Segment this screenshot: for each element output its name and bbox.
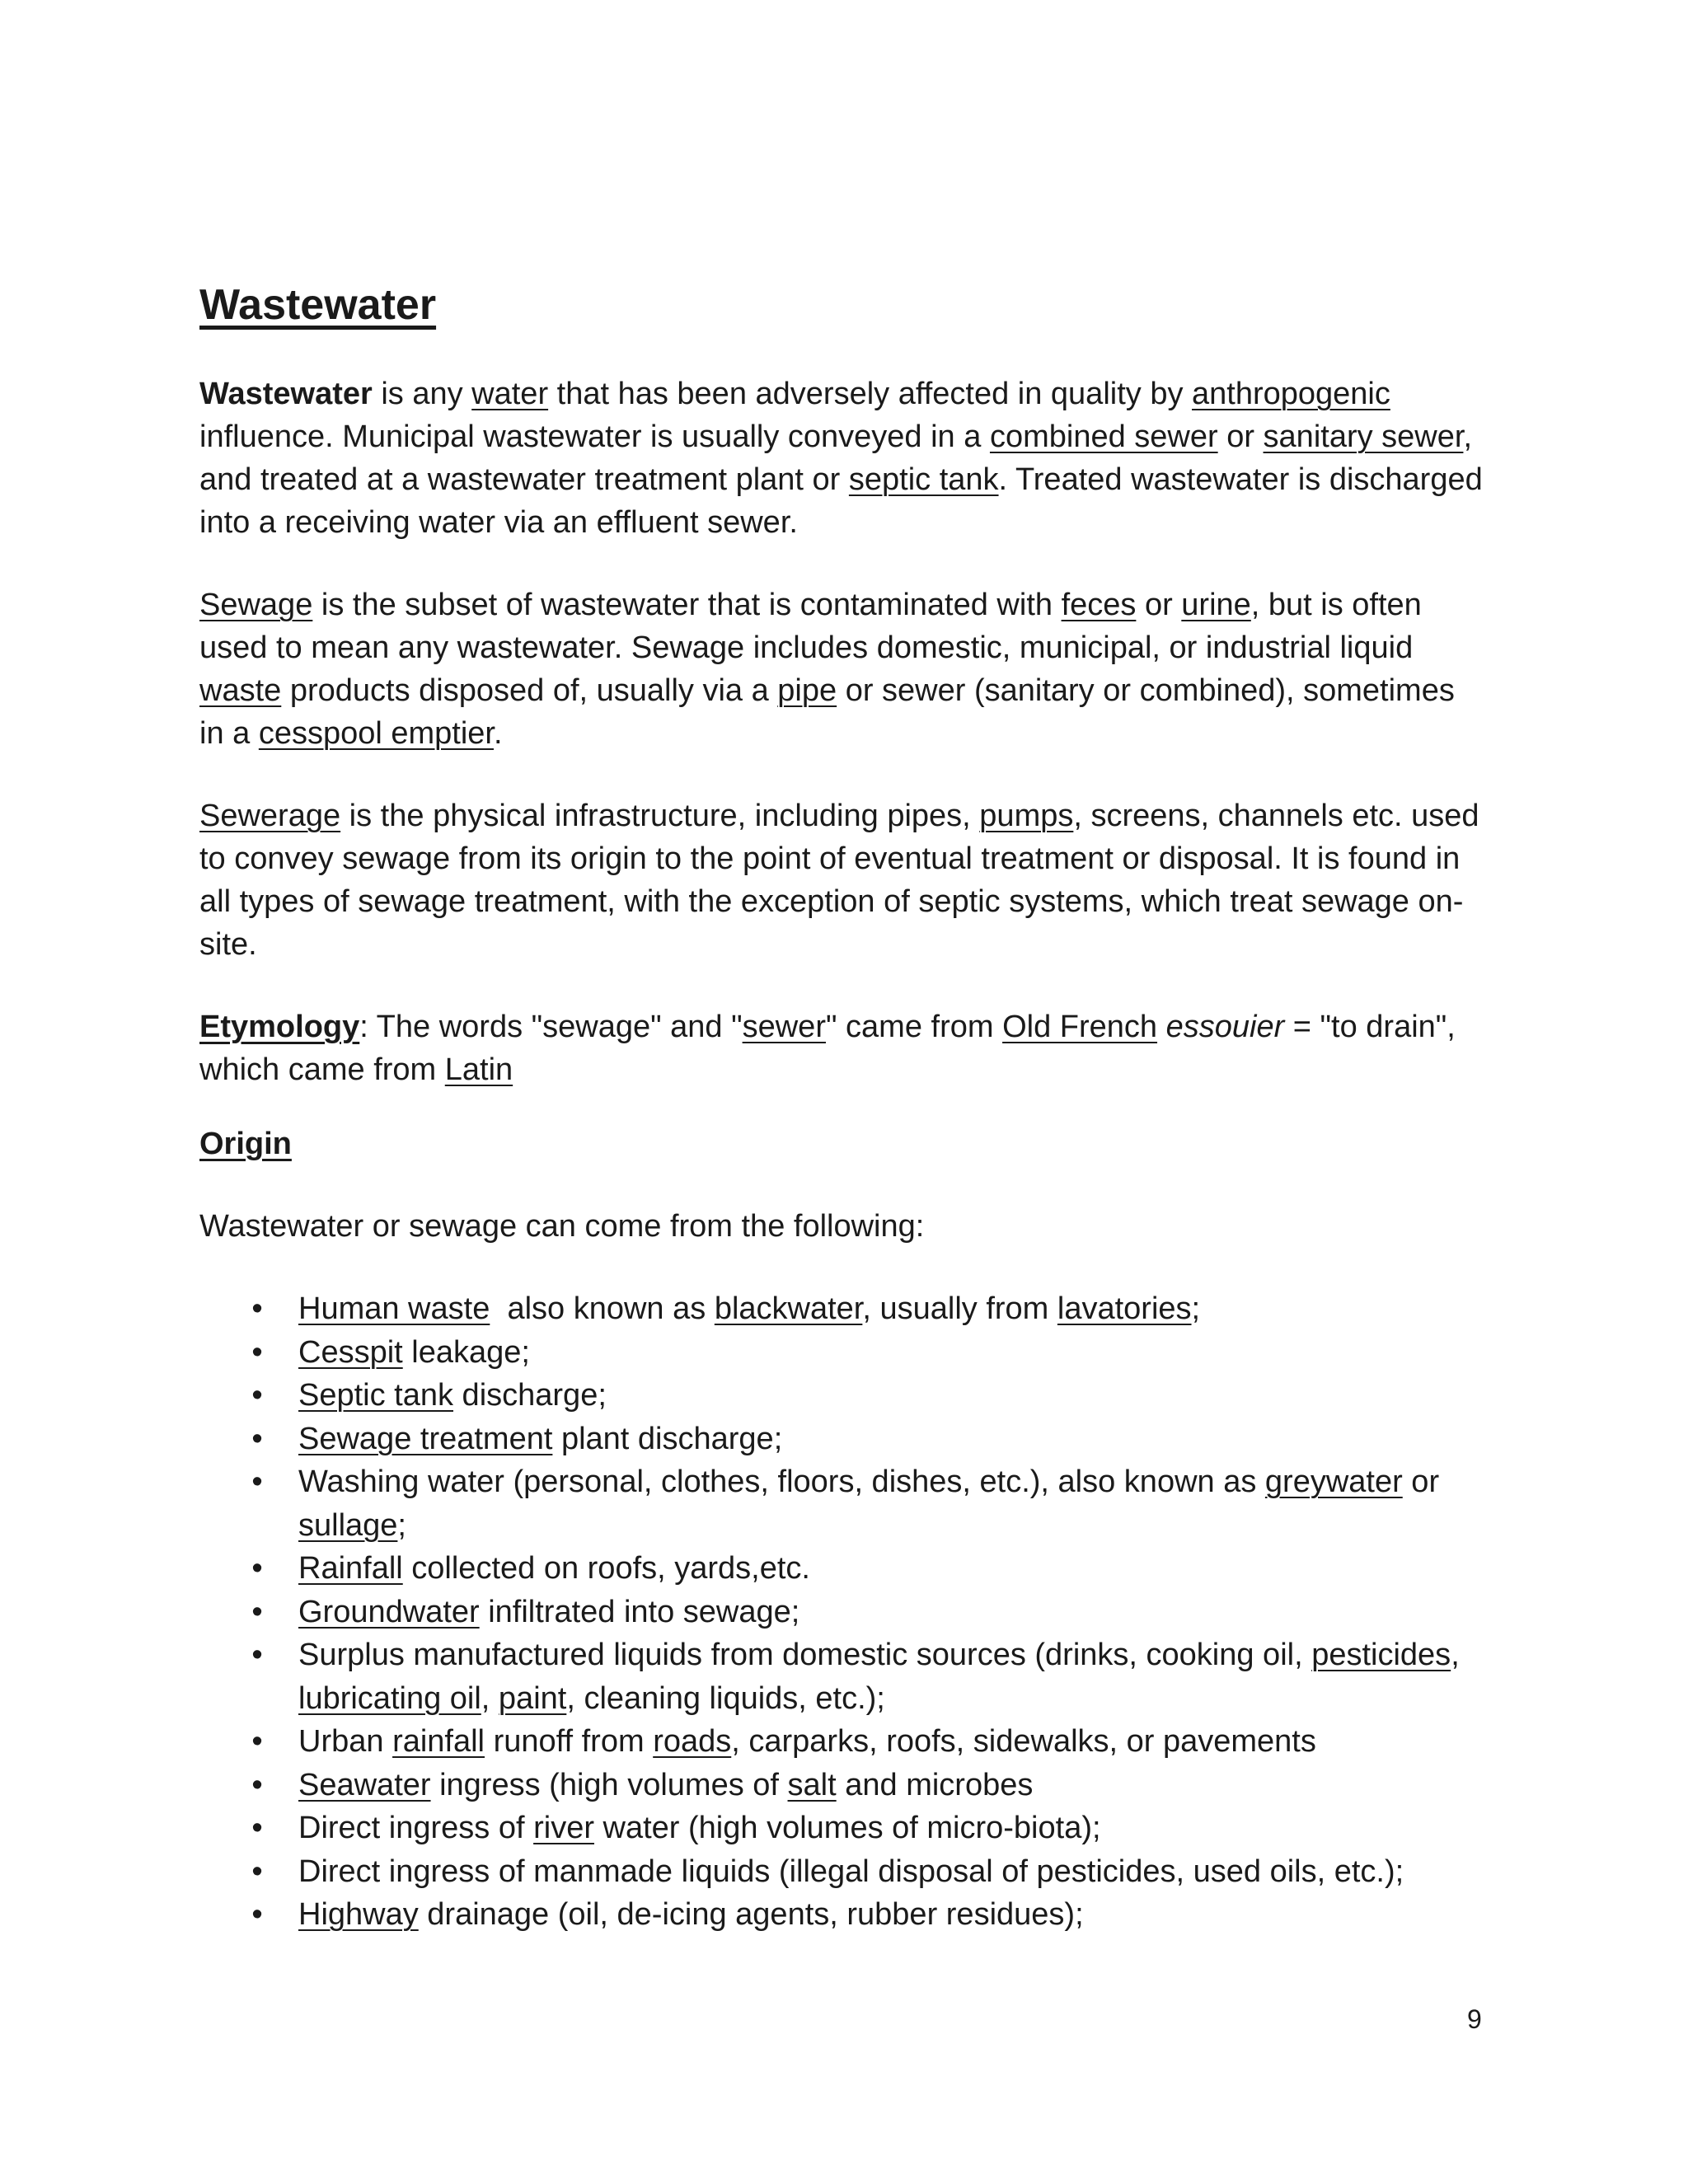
list-item <box>199 1720 1485 1764</box>
paragraph-etymology <box>199 1005 1485 1091</box>
link-lubricating-oil[interactable]: lubricating oil <box>298 1680 481 1716</box>
text: influence. Municipal wastewater is usually conveyed in a <box>199 419 990 454</box>
bullet: • <box>251 1854 263 1889</box>
list-item <box>199 1287 1485 1331</box>
text: is any <box>372 377 472 411</box>
bullet: • <box>251 1551 263 1586</box>
paragraph-sewage <box>199 583 1485 755</box>
link-cesspit[interactable]: Cesspit <box>298 1334 403 1370</box>
text: Washing water (personal, clothes, floors, dishes, etc.), also known as <box>298 1465 1265 1499</box>
list-item <box>199 1893 1485 1937</box>
link-water[interactable]: water <box>471 377 549 411</box>
link-paint[interactable]: paint <box>498 1680 567 1716</box>
text: drainage (oil, de-icing agents, rubber residues); <box>418 1897 1084 1932</box>
list-item <box>199 1764 1485 1807</box>
link-salt[interactable]: salt <box>787 1767 837 1802</box>
text: or <box>1402 1465 1440 1499</box>
link-human-waste[interactable]: Human waste <box>298 1291 490 1326</box>
link-sewage[interactable]: Sewage <box>199 588 313 622</box>
link-septic-tank[interactable]: Septic tank <box>298 1378 453 1413</box>
link-rainfall[interactable]: Rainfall <box>298 1551 403 1586</box>
link-greywater[interactable]: greywater <box>1264 1465 1403 1499</box>
bullet: • <box>251 1897 263 1932</box>
bullet: • <box>251 1465 263 1499</box>
bullet: • <box>251 1638 263 1672</box>
text: Direct ingress of manmade liquids (illegal disposal of pesticides, used oils, etc.); <box>298 1854 1404 1889</box>
text: , screens, channels etc. used to convey sewage from its origin to the point of eventual treatment or disposal. It is found in all types of sewage treatment, with the exception of septic systems, which treat sewage on-site. <box>199 799 1479 962</box>
text: : The words "sewage" and " <box>359 1010 743 1044</box>
link-sullage[interactable]: sullage <box>298 1507 398 1543</box>
origin-list <box>199 1287 1485 1937</box>
bullet: • <box>251 1378 263 1413</box>
list-item <box>199 1850 1485 1894</box>
bullet: • <box>251 1724 263 1759</box>
list-item <box>199 1633 1485 1720</box>
text: is the subset of wastewater that is contaminated with <box>312 588 1062 622</box>
text: discharge; <box>453 1378 607 1413</box>
link-feces[interactable]: feces <box>1061 588 1137 622</box>
link-river[interactable]: river <box>533 1811 594 1845</box>
text: Surplus manufactured liquids from domestic sources (drinks, cooking oil, <box>298 1638 1312 1672</box>
link-waste[interactable]: waste <box>199 673 282 708</box>
text: ; <box>1191 1291 1201 1326</box>
origin-heading[interactable]: Origin <box>199 1127 292 1161</box>
text: , carparks, roofs, sidewalks, or pavements <box>731 1724 1316 1759</box>
text: " came from <box>825 1010 1003 1044</box>
link-pumps[interactable]: pumps <box>979 799 1074 833</box>
link-septic-tank[interactable]: septic tank <box>848 462 999 497</box>
bullet: • <box>251 1811 263 1845</box>
list-item <box>199 1418 1485 1461</box>
link-groundwater[interactable]: Groundwater <box>298 1594 480 1629</box>
link-latin[interactable]: Latin <box>444 1052 513 1087</box>
link-lavatories[interactable]: lavatories <box>1057 1291 1192 1326</box>
text: water (high volumes of micro-biota); <box>593 1811 1101 1845</box>
text: ; <box>397 1507 406 1543</box>
list-item <box>199 1331 1485 1375</box>
text: , <box>481 1680 499 1716</box>
list-item <box>199 1460 1485 1547</box>
text: or <box>1136 588 1182 622</box>
list-item <box>199 1374 1485 1418</box>
link-pipe[interactable]: pipe <box>777 673 837 708</box>
bullet: • <box>251 1334 263 1370</box>
text: or <box>1217 419 1264 454</box>
link-sewage-treatment[interactable]: Sewage treatment <box>298 1421 553 1456</box>
list-item <box>199 1591 1485 1634</box>
text <box>1157 1010 1166 1044</box>
paragraph-sewerage <box>199 794 1485 966</box>
link-sanitary-sewer[interactable]: sanitary sewer <box>1263 419 1464 454</box>
text: Direct ingress of <box>298 1811 534 1845</box>
page-number: 9 <box>1467 2004 1482 2034</box>
text: or sewer (sanitary or combined), sometimes in a <box>199 673 1455 751</box>
link-highway[interactable]: Highway <box>298 1897 419 1932</box>
bullet: • <box>251 1291 263 1326</box>
text: , and treated at a wastewater treatment plant or <box>199 419 1472 497</box>
link-rainfall-urban[interactable]: rainfall <box>392 1724 485 1759</box>
bullet: • <box>251 1594 263 1629</box>
text: and microbes <box>836 1767 1034 1802</box>
link-sewer[interactable]: sewer <box>742 1010 826 1044</box>
term-essouier: essouier <box>1165 1010 1285 1044</box>
text: ingress (high volumes of <box>430 1767 788 1802</box>
text: . Treated wastewater is discharged into a receiving water via an effluent sewer. <box>199 462 1483 540</box>
link-anthropogenic[interactable]: anthropogenic <box>1192 377 1390 411</box>
link-sewerage[interactable]: Sewerage <box>199 799 341 833</box>
link-etymology[interactable]: Etymology <box>199 1010 360 1044</box>
text: plant discharge; <box>552 1421 783 1456</box>
text: infiltrated into sewage; <box>479 1594 800 1629</box>
text: , but is often used to mean any wastewater. Sewage includes domestic, municipal, or industrial liquid <box>199 588 1422 665</box>
link-blackwater[interactable]: blackwater <box>714 1291 863 1326</box>
link-cesspool-emptier[interactable]: cesspool emptier <box>258 716 494 751</box>
link-old-french[interactable]: Old French <box>1002 1010 1158 1044</box>
text: runoff from <box>485 1724 654 1759</box>
text: also known as <box>490 1291 715 1326</box>
text: collected on roofs, yards,etc. <box>402 1551 810 1586</box>
text: . <box>493 716 503 751</box>
bullet: • <box>251 1421 263 1456</box>
list-item <box>199 1807 1485 1850</box>
link-combined-sewer[interactable]: combined sewer <box>989 419 1218 454</box>
page-content <box>199 280 1485 1937</box>
term-wastewater: Wastewater <box>199 377 373 411</box>
text: Urban <box>298 1724 393 1759</box>
text: leakage; <box>402 1334 530 1370</box>
list-item <box>199 1547 1485 1591</box>
bullet: • <box>251 1767 263 1802</box>
link-pesticides[interactable]: pesticides <box>1311 1638 1451 1672</box>
text: is the physical infrastructure, including pipes, <box>340 799 980 833</box>
paragraph-wastewater <box>199 373 1485 544</box>
text: that has been adversely affected in quality by <box>548 377 1193 411</box>
text: products disposed of, usually via a <box>281 673 778 708</box>
origin-intro: Wastewater or sewage can come from the following: <box>199 1209 925 1244</box>
link-urine[interactable]: urine <box>1181 588 1251 622</box>
link-seawater[interactable]: Seawater <box>298 1767 431 1802</box>
text: , <box>1451 1638 1460 1672</box>
text: , cleaning liquids, etc.); <box>566 1680 885 1716</box>
text: , usually from <box>862 1291 1057 1326</box>
page-title: Wastewater <box>199 281 437 329</box>
link-roads[interactable]: roads <box>653 1724 732 1759</box>
text: = "to drain", which came from <box>199 1010 1456 1087</box>
